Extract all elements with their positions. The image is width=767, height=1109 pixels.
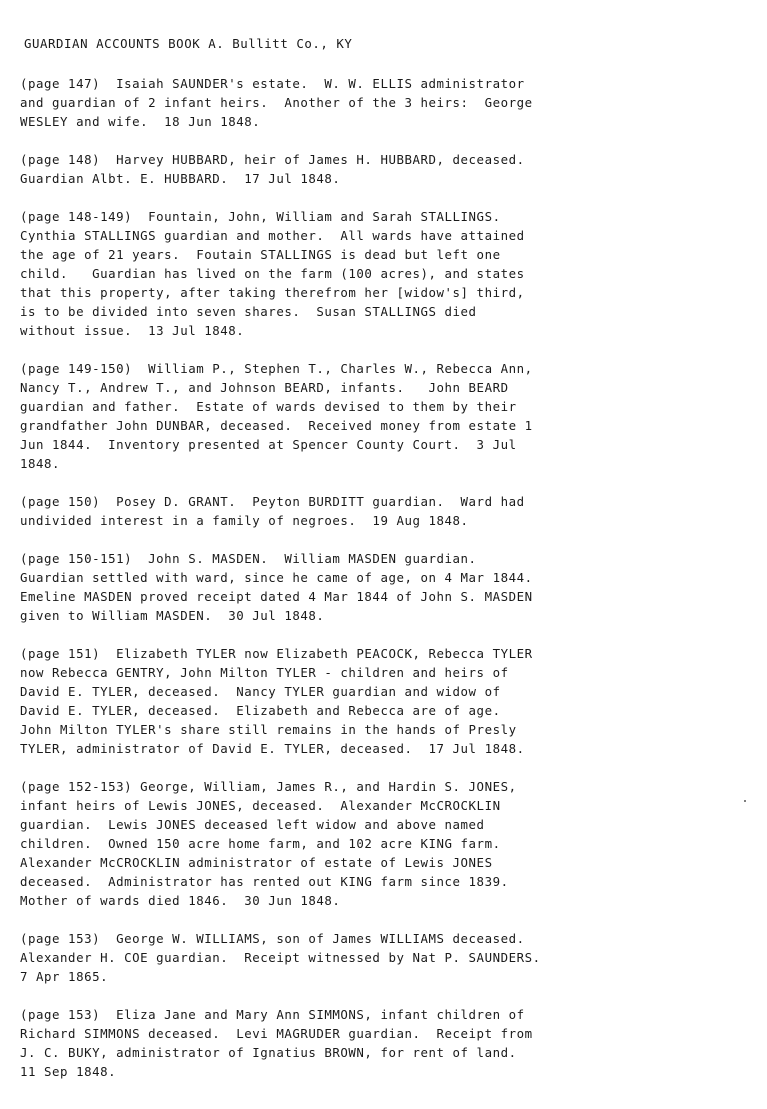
entry-line: Guardian settled with ward, since he came of age, on 4 Mar 1844. (20, 570, 533, 585)
entry-line: David E. TYLER, deceased. Elizabeth and Rebecca are of age. (20, 703, 501, 718)
entry-line: (page 150-151) John S. MASDEN. William MASDEN guardian. (20, 551, 477, 566)
entry-line: (page 151) Elizabeth TYLER now Elizabeth PEACOCK, Rebecca TYLER (20, 646, 533, 661)
entry-line: Richard SIMMONS deceased. Levi MAGRUDER guardian. Receipt from (20, 1026, 533, 1041)
entry-line: TYLER, administrator of David E. TYLER, deceased. 17 Jul 1848. (20, 741, 525, 756)
entry-line: (page 153) Eliza Jane and Mary Ann SIMMONS, infant children of (20, 1007, 525, 1022)
entry-line: given to William MASDEN. 30 Jul 1848. (20, 608, 325, 623)
entry-line: (page 153) George W. WILLIAMS, son of James WILLIAMS deceased. (20, 931, 525, 946)
entry-line: Alexander H. COE guardian. Receipt witnessed by Nat P. SAUNDERS. (20, 950, 541, 965)
entry-line: Jun 1844. Inventory presented at Spencer County Court. 3 Jul (20, 437, 517, 452)
entry-line: infant heirs of Lewis JONES, deceased. Alexander McCROCKLIN (20, 798, 501, 813)
entry-line: 1848. (20, 456, 61, 471)
entry-line: (page 152-153) George, William, James R., and Hardin S. JONES, (20, 779, 517, 794)
ledger-entry (20, 644, 745, 758)
entry-line: guardian and father. Estate of wards devised to them by their (20, 399, 517, 414)
ledger-entry (20, 492, 745, 530)
entry-line: 7 Apr 1865. (20, 969, 109, 984)
entry-line: children. Owned 150 acre home farm, and 102 acre KING farm. (20, 836, 501, 851)
entry-line: Mother of wards died 1846. 30 Jun 1848. (20, 893, 341, 908)
entry-line: Nancy T., Andrew T., and Johnson BEARD, infants. John BEARD (20, 380, 509, 395)
ledger-entry (20, 74, 745, 131)
entry-line: the age of 21 years. Foutain STALLINGS is dead but left one (20, 247, 501, 262)
entry-line: (page 148) Harvey HUBBARD, heir of James H. HUBBARD, deceased. (20, 152, 525, 167)
entry-line: (page 147) Isaiah SAUNDER's estate. W. W. ELLIS administrator (20, 76, 525, 91)
scan-speck (744, 800, 746, 802)
entry-line: Guardian Albt. E. HUBBARD. 17 Jul 1848. (20, 171, 341, 186)
entry-line: is to be divided into seven shares. Susan STALLINGS died (20, 304, 477, 319)
entry-line: without issue. 13 Jul 1848. (20, 323, 245, 338)
entry-line: deceased. Administrator has rented out KING farm since 1839. (20, 874, 509, 889)
entry-line: (page 148-149) Fountain, John, William and Sarah STALLINGS. (20, 209, 501, 224)
entry-line: that this property, after taking therefrom her [widow's] third, (20, 285, 525, 300)
entry-line: 11 Sep 1848. (20, 1064, 117, 1079)
entry-line: now Rebecca GENTRY, John Milton TYLER - children and heirs of (20, 665, 509, 680)
entry-line: J. C. BUKY, administrator of Ignatius BROWN, for rent of land. (20, 1045, 517, 1060)
entry-line: Cynthia STALLINGS guardian and mother. All wards have attained (20, 228, 525, 243)
entry-line: grandfather John DUNBAR, deceased. Received money from estate 1 (20, 418, 533, 433)
ledger-entry (20, 929, 745, 986)
entry-line: Alexander McCROCKLIN administrator of estate of Lewis JONES (20, 855, 493, 870)
entry-line: (page 149-150) William P., Stephen T., Charles W., Rebecca Ann, (20, 361, 533, 376)
entry-line: undivided interest in a family of negroes. 19 Aug 1848. (20, 513, 469, 528)
ledger-entry (20, 150, 745, 188)
entry-line: child. Guardian has lived on the farm (100 acres), and states (20, 266, 525, 281)
entry-line: and guardian of 2 infant heirs. Another of the 3 heirs: George (20, 95, 533, 110)
ledger-entry (20, 549, 745, 625)
entry-line: WESLEY and wife. 18 Jun 1848. (20, 114, 261, 129)
ledger-entry (20, 207, 745, 340)
entry-list (20, 74, 745, 1100)
entry-line: (page 150) Posey D. GRANT. Peyton BURDITT guardian. Ward had (20, 494, 525, 509)
entry-line: Emeline MASDEN proved receipt dated 4 Mar 1844 of John S. MASDEN (20, 589, 533, 604)
entry-line: John Milton TYLER's share still remains in the hands of Presly (20, 722, 517, 737)
ledger-entry (20, 1005, 745, 1081)
entry-line: David E. TYLER, deceased. Nancy TYLER guardian and widow of (20, 684, 501, 699)
document-heading: GUARDIAN ACCOUNTS BOOK A. Bullitt Co., KY (24, 36, 353, 51)
ledger-entry (20, 777, 745, 910)
entry-line: guardian. Lewis JONES deceased left widow and above named (20, 817, 485, 832)
ledger-entry (20, 359, 745, 473)
